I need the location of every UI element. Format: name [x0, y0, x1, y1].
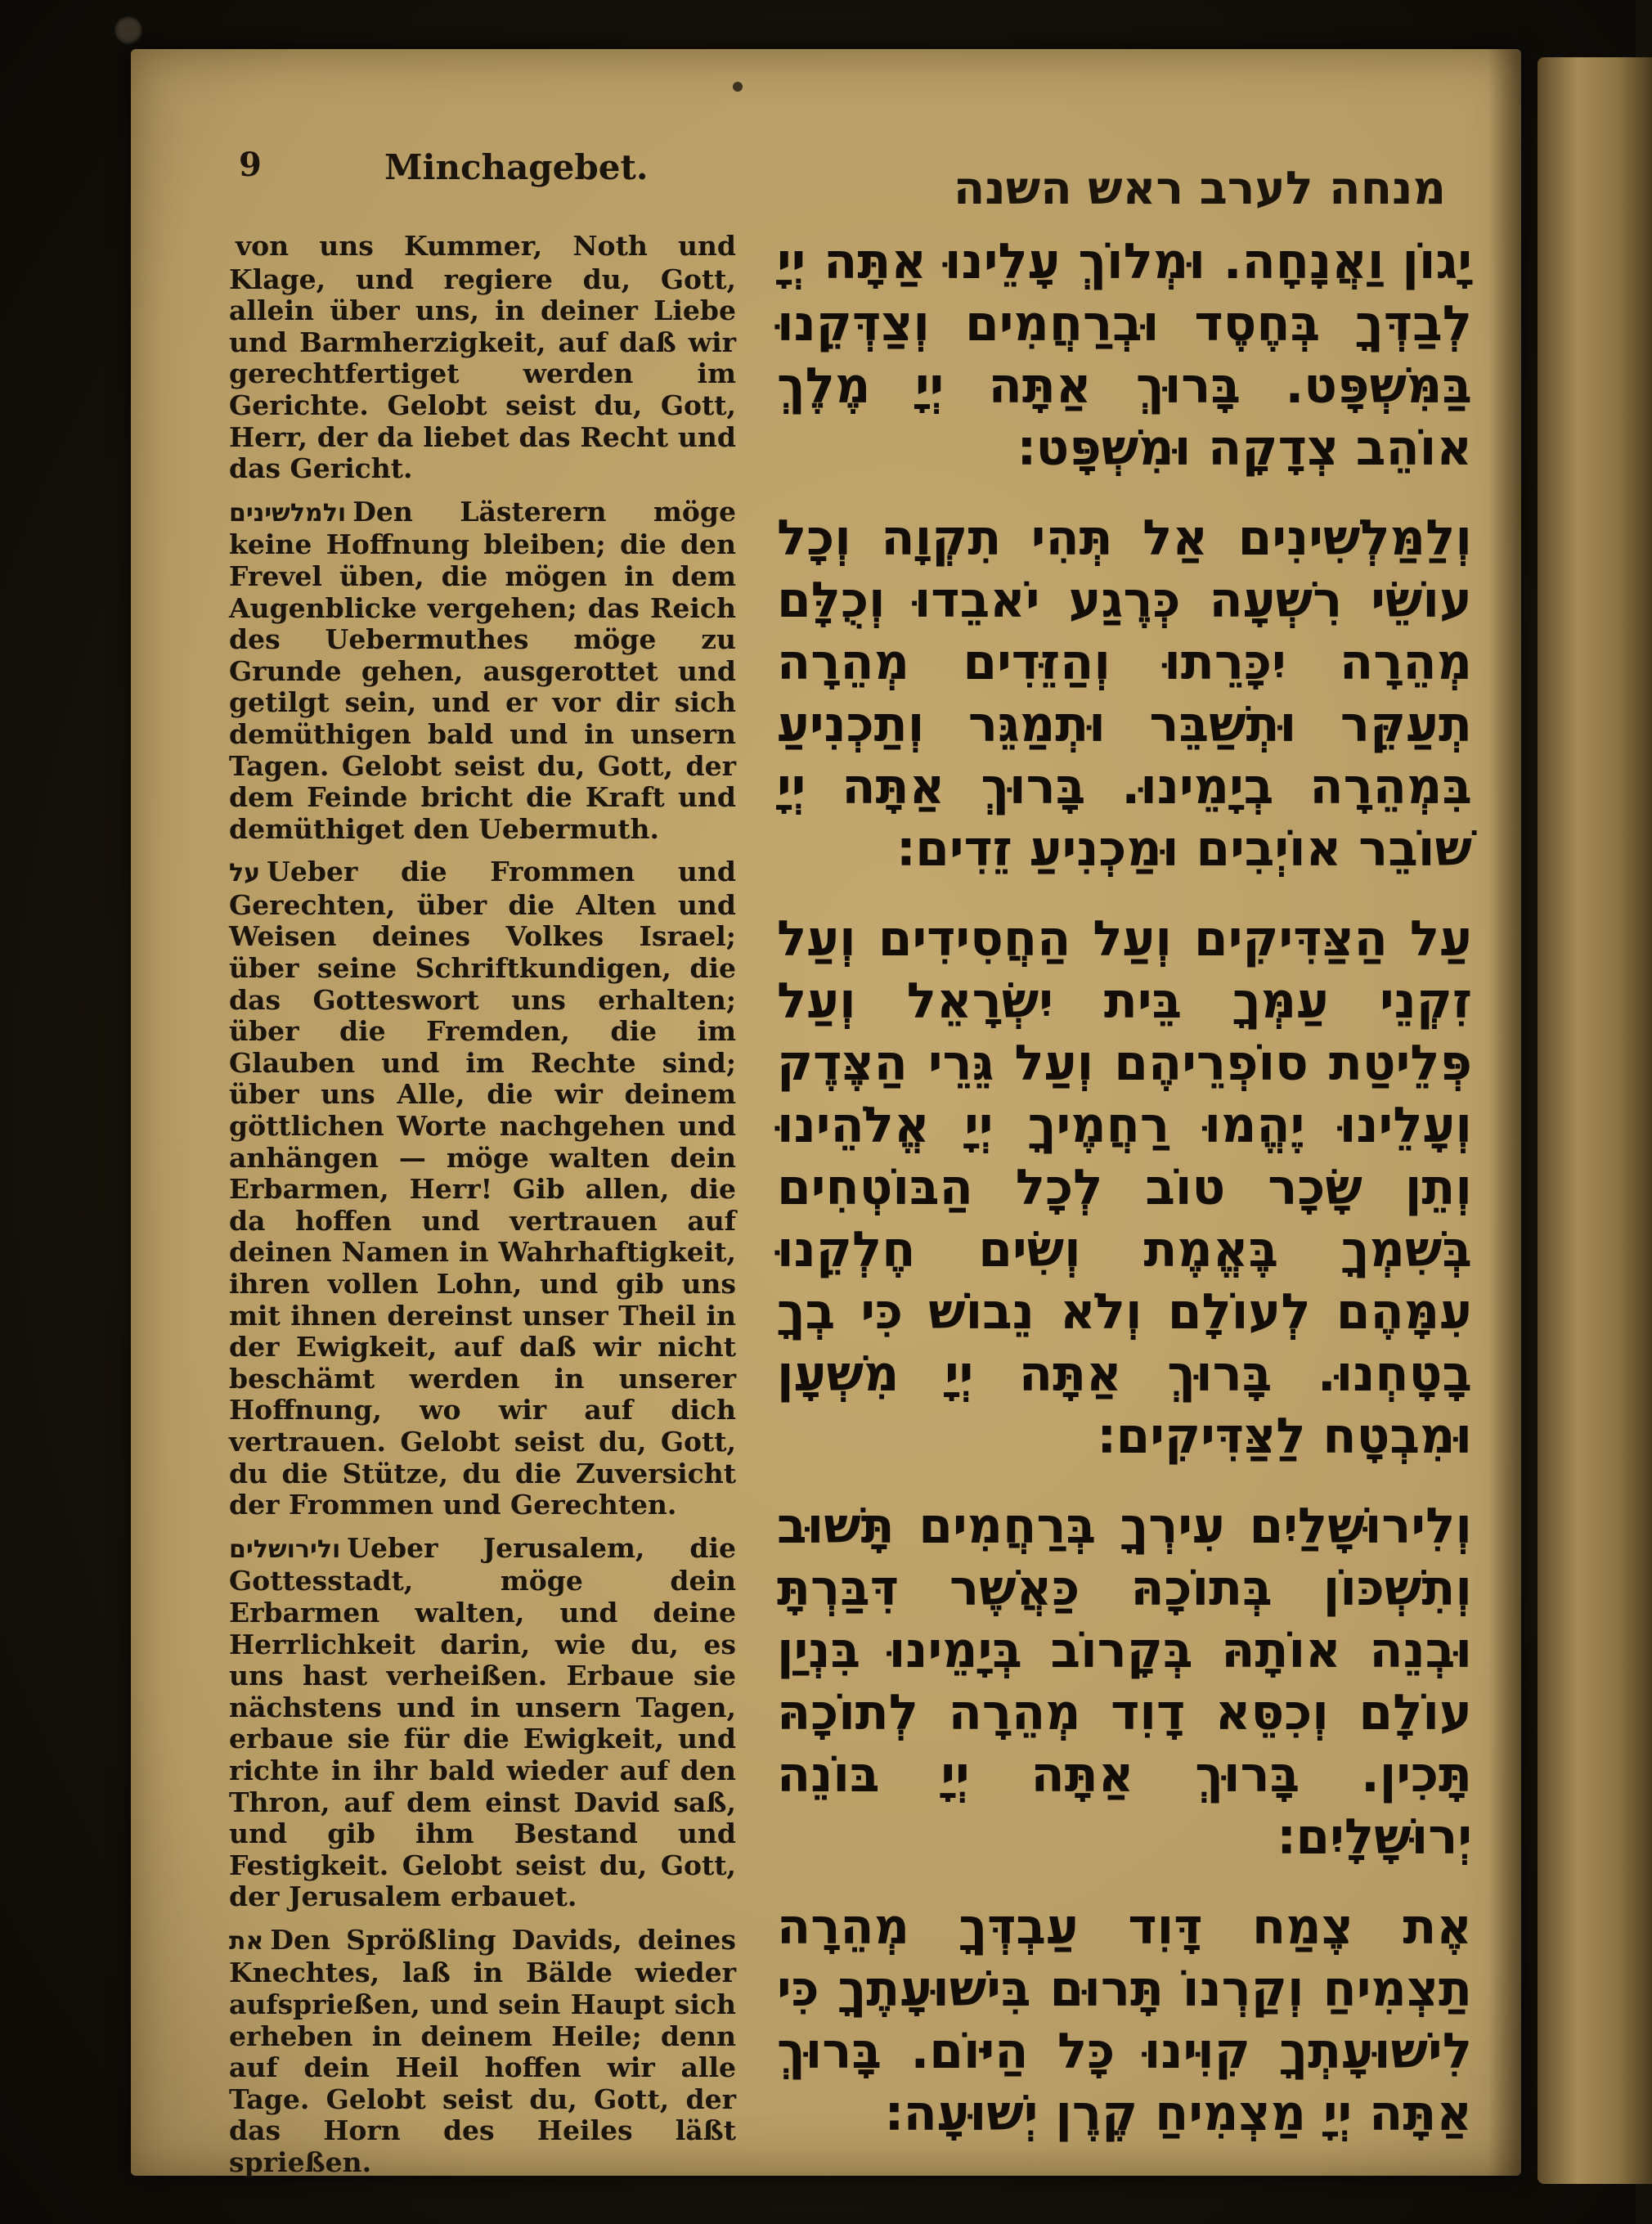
running-title-hebrew: מנחה לערב ראש השנה — [953, 162, 1446, 215]
hebrew-paragraph: אֶת צֶמַח דָּוִד עַבְדְּךָ מְהֵרָה תַצְמִיחַ וְקַרְנוֹ תָּרוּם בִּישׁוּעָתֶךָ כִּי לִישׁוּעָתְךָ קִוִּינוּ כָּל הַיּוֹם. בָּרוּךְ אַתָּה יְיָ מַצְמִיחַ קֶרֶן יְשׁוּעָה׃ — [777, 1898, 1472, 2142]
german-text: Ueber die Frommen und Gerechten, über die Alten und Weisen deines Volkes Israel; über seine Schriftkundigen, die das Gotteswort uns erhalten; über die Fremden, die im Glauben und im Rechte sind; über uns Alle, die wir deinem göttlichen Worte nachgehen und anhängen — möge walten dein Erbarmen, Herr! Gib allen, die da hoffen und vertrauen auf deinen Namen in Wahrhaftigkeit, ihren vollen Lohn, und gib uns mit ihnen dereinst unser Theil in der Ewigkeit, auf daß wir nicht beschämt werden in unserer Hoffnung, wo wir auf dich vertrauen. Gelobt seist du, Gott, du die Stütze, du die Zuversicht der Frommen und Gerechten. — [229, 856, 736, 1521]
hebrew-paragraph: יָגוֹן וַאֲנָחָה. וּמְלוֹךְ עָלֵינוּ אַתָּה יְיָ לְבַדְּךָ בְּחֶסֶד וּבְרַחֲמִים וְצַדְּקֵנוּ בַּמִּשְׁפָּט. בָּרוּךְ אַתָּה יְיָ מֶלֶךְ אוֹהֵב צְדָקָה וּמִשְׁפָּט׃ — [777, 233, 1472, 477]
hebrew-incipit: על — [229, 859, 261, 888]
next-page-edge — [1538, 57, 1652, 2184]
hebrew-paragraph: וְלַמַּלְשִׁינִים אַל תְּהִי תִקְוָה וְכָל עוֹשֵׂי רִשְׁעָה כְּרֶגַע יֹאבֵדוּ וְכֻלָּם מְהֵרָה יִכָּרֵתוּ וְהַזֵּדִים מְהֵרָה תְעַקֵּר וּתְשַׁבֵּר וּתְמַגֵּר וְתַכְנִיעַ בִּמְהֵרָה בְיָמֵינוּ. בָּרוּךְ אַתָּה יְיָ שׁוֹבֵר אוֹיְבִים וּמַכְנִיעַ זֵדִים׃ — [777, 510, 1472, 878]
page-speck — [733, 82, 743, 92]
german-text: Den Lästerern möge keine Hoffnung bleiben; die den Frevel üben, die mögen in dem Augenblicke vergehen; das Reich des Uebermuthes möge zu Grunde gehen, ausgerottet und getilgt sein, und er vor dir sich demüthigen bald und in unsern Tagen. Gelobt seist du, Gott, der dem Feinde bricht die Kraft und demüthiget den Uebermuth. — [229, 495, 736, 845]
german-text: von uns Kummer, Noth und Klage, und regiere du, Gott, allein über uns, in deiner Liebe und Barmherzigkeit, auf daß wir gerechtfertiget werden im Gerichte. Gelobt seist du, Gott, Herr, der da liebet das Recht und das Gericht. — [229, 230, 736, 485]
hebrew-incipit: ולמלשינים — [229, 498, 347, 528]
german-paragraph — [229, 1925, 736, 2179]
hebrew-incipit: את — [229, 1926, 264, 1956]
german-paragraph — [229, 496, 736, 846]
page-number: 9 — [239, 146, 262, 184]
running-title-german: Minchagebet. — [384, 147, 649, 187]
german-text: Ueber Jerusalem, die Gottesstadt, möge dein Erbarmen walten, und deine Herrlichkeit darin, wie du, es uns hast verheißen. Erbaue sie nächstens und in unsern Tagen, erbaue sie für die Ewigkeit, und richte in ihr bald wieder auf den Thron, auf dem einst David saß, und gib ihm Bestand und Festigkeit. Gelobt seist du, Gott, der Jerusalem erbauet. — [229, 1531, 736, 1913]
hebrew-paragraph: וְלִירוּשָׁלַיִם עִירְךָ בְּרַחֲמִים תָּשׁוּב וְתִשְׁכּוֹן בְּתוֹכָהּ כַּאֲשֶׁר דִּבַּרְתָּ וּבְנֵה אוֹתָהּ בְּקָרוֹב בְּיָמֵינוּ בִּנְיַן עוֹלָם וְכִסֵּא דָוִד מְהֵרָה לְתוֹכָהּ תָּכִין. בָּרוּךְ אַתָּה יְיָ בּוֹנֵה יְרוּשָׁלָיִם׃ — [777, 1498, 1472, 1866]
hebrew-incipit: ולירושלים — [229, 1534, 341, 1564]
german-paragraph — [229, 1533, 736, 1913]
gutter-shadow — [1488, 49, 1521, 2176]
german-text: Den Sprößling Davids, deines Knechtes, laß in Bälde wieder aufsprießen, und sein Haupt sich erheben in deinem Heile; denn auf dein Heil hoffen wir alle Tage. Gelobt seist du, Gott, der das Horn des Heiles läßt sprießen. — [229, 1923, 736, 2179]
binding-stain — [114, 16, 142, 44]
hebrew-paragraph: עַל הַצַּדִּיקִים וְעַל הַחֲסִידִים וְעַל זִקְנֵי עַמְּךָ בֵּית יִשְׂרָאֵל וְעַל פְּלֵיטַת סוֹפְרֵיהֶם וְעַל גֵּרֵי הַצֶּדֶק וְעָלֵינוּ יֶהֱמוּ רַחֲמֶיךָ יְיָ אֱלֹהֵינוּ וְתֵן שָׂכָר טוֹב לְכָל הַבּוֹטְחִים בְּשִׁמְךָ בֶּאֱמֶת וְשִׂים חֶלְקֵנוּ עִמָּהֶם לְעוֹלָם וְלֹא נֵבוֹשׁ כִּי בְךָ בָטָחְנוּ. בָּרוּךְ אַתָּה יְיָ מִשְׁעָן וּמִבְטָח לַצַּדִּיקִים׃ — [777, 910, 1472, 1465]
hebrew-prayer-column — [777, 231, 1472, 2142]
german-translation-column — [229, 230, 736, 2179]
book-page — [131, 49, 1521, 2179]
german-paragraph — [229, 231, 736, 485]
german-paragraph — [229, 856, 736, 1521]
